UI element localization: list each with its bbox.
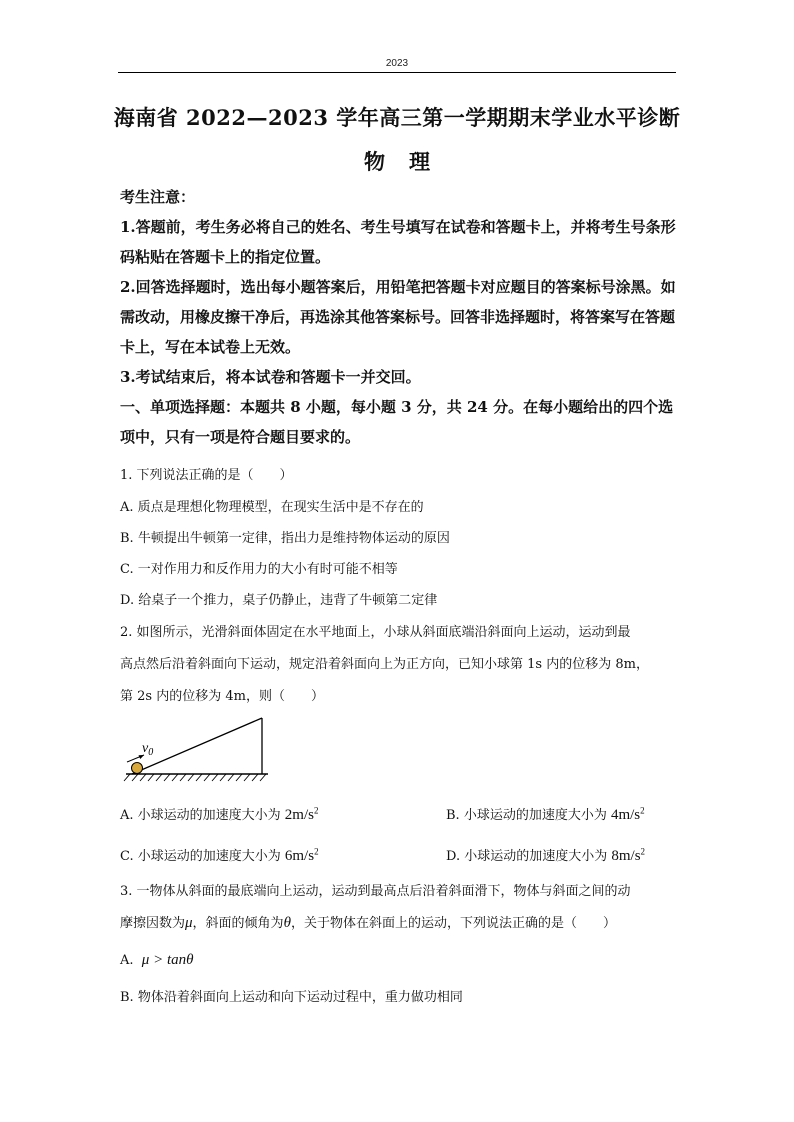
q2-stem-line-2: 高点然后沿着斜面向下运动，规定沿着斜面向上为正方向，已知小球第 1s 内的位移为 8m， (120, 657, 649, 672)
q1-option-a: A. 质点是理想化物理模型，在现实生活中是不存在的 (120, 500, 424, 515)
q2-option-d: D. 小球运动的加速度大小为 $8m/s^2$ (446, 846, 646, 864)
notice-item-2: 2.回答选择题时，选出每小题答案后，用铅笔把答题卡对应题目的答案标号涂黑。如需改动，用橡皮擦干净后，再选涂其他答案标号。回答非选择题时，将答案写在答题卡上，写在本试卷上无效。 (120, 278, 676, 356)
q3-option-b: B. 物体沿着斜面向上运动和向下运动过程中，重力做功相同 (120, 990, 463, 1005)
section-heading: 一、单项选择题：本题共 8 小题，每小题 3 分，共 24 分。在每小题给出的四个选项中，只有一项是符合题目要求的。 (120, 398, 674, 446)
q3-stem-line-2: 摩擦因数为μ，斜面的倾角为θ，关于物体在斜面上的运动，下列说法正确的是（ ） (120, 915, 616, 931)
q1-option-d: D. 给桌子一个推力，桌子仍静止，违背了牛顿第二定律 (120, 593, 438, 608)
q1-option-c: C. 一对作用力和反作用力的大小有时可能不相等 (120, 562, 398, 577)
v0-label: $v_0$ (142, 741, 154, 758)
header-rule (118, 72, 676, 73)
notice-heading: 考生注意： (120, 188, 196, 206)
q1-stem: 1. 下列说法正确的是（ ） (120, 468, 293, 483)
q1-option-b: B. 牛顿提出牛顿第一定律，指出力是维持物体运动的原因 (120, 531, 450, 546)
incline-figure (118, 712, 288, 788)
subject-char-2: 理 (409, 149, 430, 174)
q2-stem-line-3: 第 2s 内的位移为 4m，则（ ） (120, 689, 324, 704)
q2-option-c: C. 小球运动的加速度大小为 $6m/s^2$ (120, 846, 319, 864)
notice-item-3: 3.考试结束后，将本试卷和答题卡一并交回。 (120, 368, 421, 386)
q3-stem-line-1: 3. 一物体从斜面的最底端向上运动，运动到最高点后沿着斜面滑下，物体与斜面之间的动 (120, 884, 631, 899)
notice-item-1: 1.答题前，考生务必将自己的姓名、考生号填写在试卷和答题卡上，并将考生号条形码粘贴在答题卡上的指定位置。 (120, 218, 676, 266)
q3-option-a: A. μ > tanθ (120, 952, 194, 968)
q2-stem-line-1: 2. 如图所示，光滑斜面体固定在水平地面上，小球从斜面底端沿斜面向上运动，运动到最 (120, 625, 631, 640)
page-title: 海南省 2022—2023 学年高三第一学期期末学业水平诊断 (113, 105, 681, 130)
q2-option-a: A. 小球运动的加速度大小为 $2m/s^2$ (120, 805, 319, 823)
subject-title (0, 146, 794, 176)
header-year: 2023 (385, 58, 409, 69)
subject-char-1: 物 (364, 149, 385, 174)
q2-option-b: B. 小球运动的加速度大小为 $4m/s^2$ (446, 805, 645, 823)
